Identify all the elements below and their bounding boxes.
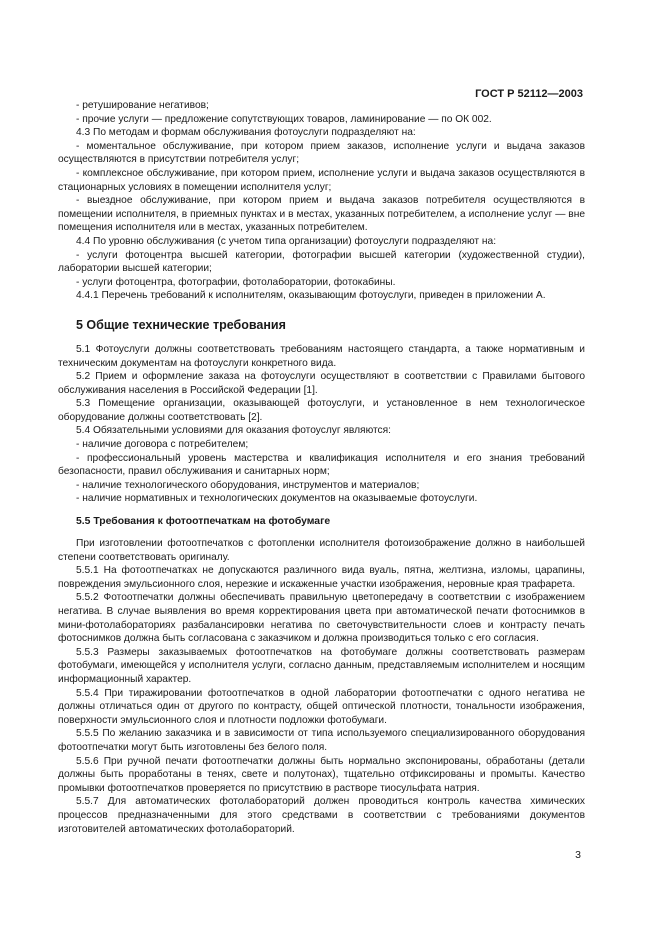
paragraph: 5.5.5 По желанию заказчика и в зависимости от типа используемого специализированного оборудования фотоотпечатки могут быть изготовлены без белого поля.	[58, 728, 585, 753]
paragraph: - комплексное обслуживание, при котором прием, исполнение услуги и выдача заказов осуществляются в стационарных условиях в помещении исполнителя услуг;	[58, 167, 585, 193]
paragraph: 5.4 Обязательными условиями для оказания фотоуслуг являются:	[76, 425, 391, 437]
paragraph: - моментальное обслуживание, при котором прием заказов, исполнение услуги и выдача заказов осуществляются в присутствии потребителя услуг;	[58, 140, 585, 166]
paragraph: При изготовлении фотоотпечатков с фотопленки исполнителя фотоизображение должно в наибольшей степени соответствовать оригиналу.	[58, 538, 585, 563]
document-header: ГОСТ Р 52112—2003	[475, 88, 583, 100]
paragraph: - услуги фотоцентра, фотографии, фотолаборатории, фотокабины.	[76, 276, 396, 288]
paragraph: - прочие услуги — предложение сопутствующих товаров, ламинирование — по ОК 002.	[76, 113, 492, 125]
paragraph: - профессиональный уровень мастерства и квалификация исполнителя и его знания требований безопасности, правил обслуживания и санитарных норм;	[58, 452, 585, 478]
paragraph: 5.3 Помещение организации, оказывающей фотоуслуги, и установленное в нем технологическое оборудование должны соответствовать [2].	[58, 398, 585, 423]
section-5-heading: 5 Общие технические требования	[76, 317, 286, 332]
paragraph: - ретуширование негативов;	[76, 100, 209, 111]
paragraph: 5.5.7 Для автоматических фотолабораторий должен проводиться контроль качества химических процессов предназначенными для этого средствами в соответствии с требованиями документов изготовителей автоматических фотолабораторий.	[58, 796, 585, 835]
paragraph: 4.4 По уровню обслуживания (с учетом типа организации) фотоуслуги подразделяют на:	[76, 235, 497, 247]
paragraph: 4.3 По методам и формам обслуживания фотоуслуги подразделяют на:	[76, 127, 416, 139]
paragraph: 5.5.3 Размеры заказываемых фотоотпечатков на фотобумаге должны соответствовать размерам фотобумаги, имеющейся у исполнителя услуги, согласно данным, представляемым исполнителем и носящим информационный характер.	[58, 646, 585, 685]
page-body	[58, 99, 585, 836]
paragraph: 5.5.2 Фотоотпечатки должны обеспечивать правильную цветопередачу в соответствии с изображением негатива. В случае выявления во время корректирования цвета при автоматической печати фотоснимков в мини-фотолабораториях разбалансировки негатива по светочувствительности слоев и контрасту печать фотоснимков должна быть согласована с заказчиком и должна производиться только с его согласия.	[58, 592, 585, 645]
paragraph: 5.2 Прием и оформление заказа на фотоуслуги осуществляют в соответствии с Правилами бытового обслуживания населения в Российской Федерации [1].	[58, 371, 585, 396]
paragraph: 5.5.1 На фотоотпечатках не допускаются различного вида вуаль, пятна, желтизна, изломы, царапины, повреждения эмульсионного слоя, нерезкие и искаженные участки изображения, неровные края трафарета.	[58, 565, 585, 590]
paragraph: 5.5.4 При тиражировании фотоотпечатков в одной лаборатории фотоотпечатки с одного негатива не должны отличаться один от другого по контрасту, общей оптической плотности, тональности изображения, поверхности эмульсионного слоя и плотности подложки фотобумаги.	[58, 687, 585, 726]
paragraph: - наличие нормативных и технологических документов на оказываемые фотоуслуги.	[76, 493, 478, 505]
paragraph: - наличие технологического оборудования, инструментов и материалов;	[76, 479, 420, 491]
paragraph: - выездное обслуживание, при котором прием и выдача заказов потребителя осуществляются в помещении исполнителя, в приемных пунктах и в местах, указанных потребителем, а исполнение услуг — вне помещения исполнителя или в местах, указанных потребителем.	[58, 195, 585, 234]
paragraph: 5.1 Фотоуслуги должны соответствовать требованиям настоящего стандарта, а также нормативным и техническим документам на фотоуслуги конкретного вида.	[58, 343, 585, 369]
paragraph: - наличие договора с потребителем;	[76, 439, 249, 451]
page-number: 3	[575, 849, 581, 861]
paragraph: 4.4.1 Перечень требований к исполнителям, оказывающим фотоуслуги, приведен в приложении А.	[76, 290, 546, 302]
paragraph: - услуги фотоцентра высшей категории, фотографии высшей категории (художественной студии), лаборатории высшей категории;	[58, 249, 585, 275]
section-5-5-heading: 5.5 Требования к фотоотпечаткам на фотобумаге	[76, 516, 331, 528]
paragraph: 5.5.6 При ручной печати фотоотпечатки должны быть нормально экспонированы, обработаны (детали должны быть проработаны в тенях, свете и полутонах), тщательно отфиксированы и промыты. Качество промывки фотоотпечатков проверяется по присутствию в растворе тиосульфата натрия.	[58, 755, 585, 794]
